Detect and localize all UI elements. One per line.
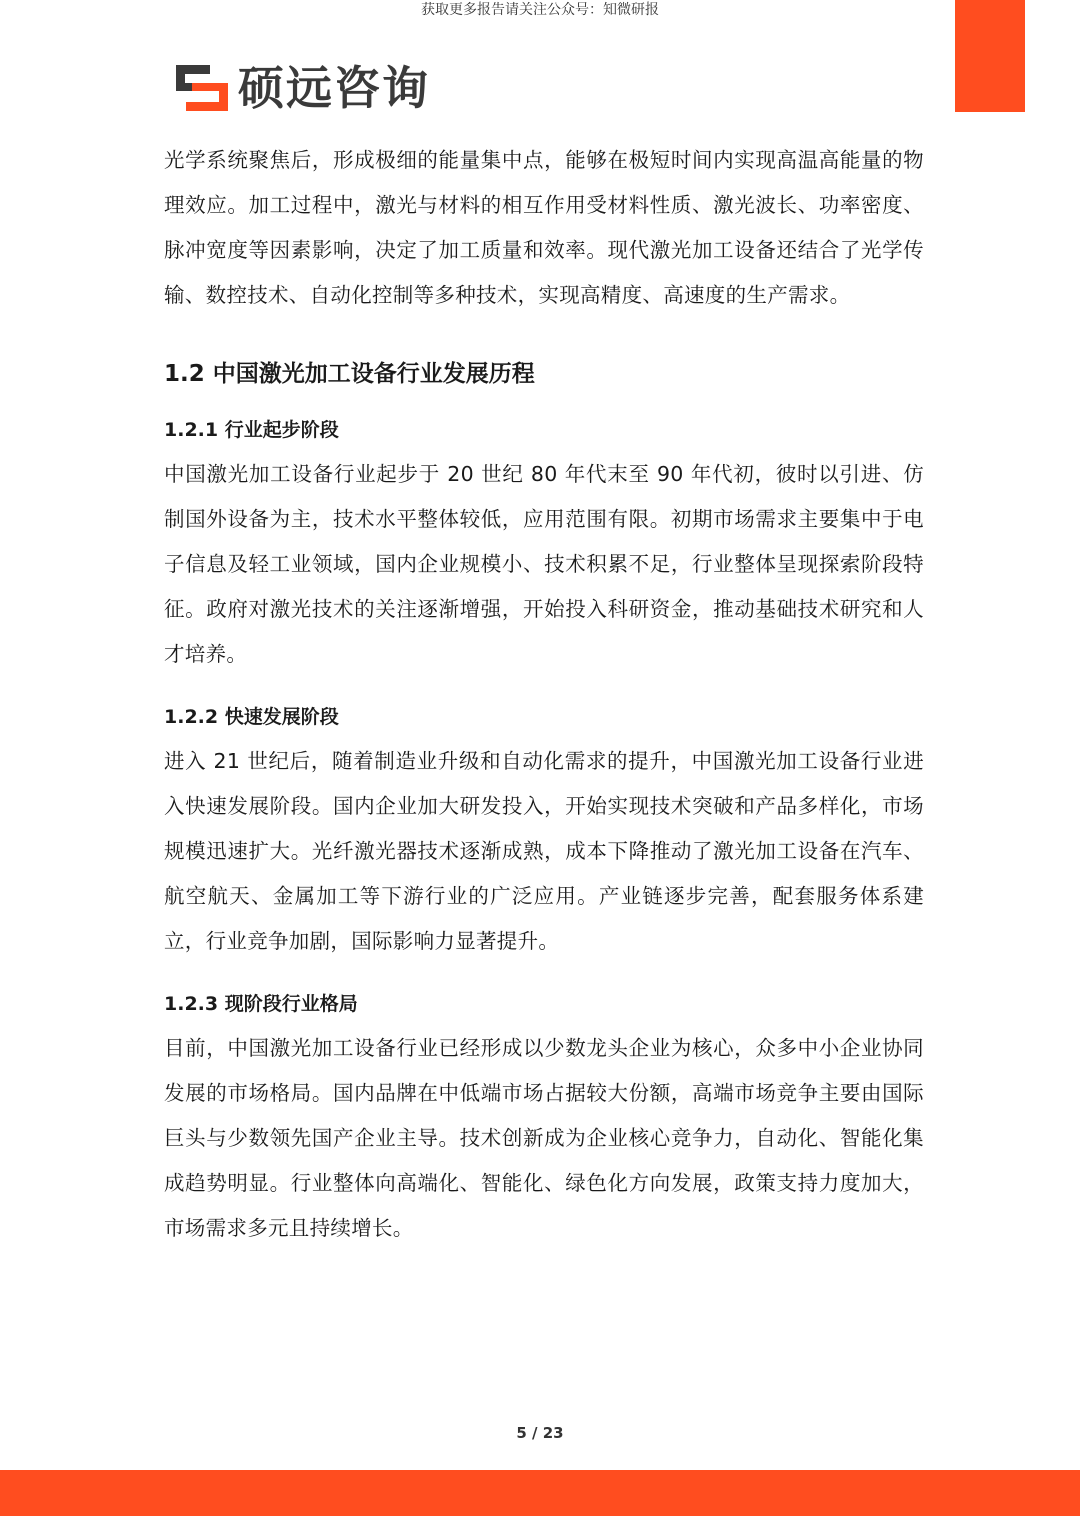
page-number: 5 / 23: [516, 1424, 564, 1442]
section-heading: 1.2 中国激光加工设备行业发展历程: [164, 361, 535, 387]
footer-accent-bar: [0, 1470, 1080, 1516]
document-body: [164, 138, 924, 1251]
brand-name: 硕远咨询: [238, 61, 430, 115]
subsection-heading-2: 1.2.2 快速发展阶段: [164, 706, 339, 728]
subsection-heading-1: 1.2.1 行业起步阶段: [164, 419, 339, 441]
intro-paragraph: 光学系统聚焦后，形成极细的能量集中点，能够在极短时间内实现高温高能量的物理效应。加工过程中，激光与材料的相互作用受材料性质、激光波长、功率密度、脉冲宽度等因素影响，决定了加工质量和效率。现代激光加工设备还结合了光学传输、数控技术、自动化控制等多种技术，实现高精度、高速度的生产需求。: [164, 148, 924, 307]
footer-bottom-strip: [0, 1516, 1080, 1528]
corner-accent-tab: [955, 0, 1025, 112]
subsection-heading-3: 1.2.3 现阶段行业格局: [164, 993, 358, 1015]
subsection-body-3: 目前，中国激光加工设备行业已经形成以少数龙头企业为核心，众多中小企业协同发展的市场格局。国内品牌在中低端市场占据较大份额，高端市场竞争主要由国际巨头与少数领先国产企业主导。技术创新成为企业核心竞争力，自动化、智能化集成趋势明显。行业整体向高端化、智能化、绿色化方向发展，政策支持力度加大，市场需求多元且持续增长。: [164, 1036, 924, 1240]
brand-logo: [176, 60, 430, 116]
subsection-body-1: 中国激光加工设备行业起步于 20 世纪 80 年代末至 90 年代初，彼时以引进、仿制国外设备为主，技术水平整体较低，应用范围有限。初期市场需求主要集中于电子信息及轻工业领域，国内企业规模小、技术积累不足，行业整体呈现探索阶段特征。政府对激光技术的关注逐渐增强，开始投入科研资金，推动基础技术研究和人才培养。: [164, 462, 924, 666]
top-notice: 获取更多报告请关注公众号：知微研报: [421, 2, 659, 18]
brand-logo-mark-icon: [176, 65, 228, 111]
subsection-body-2: 进入 21 世纪后，随着制造业升级和自动化需求的提升，中国激光加工设备行业进入快速发展阶段。国内企业加大研发投入，开始实现技术突破和产品多样化，市场规模迅速扩大。光纤激光器技术逐渐成熟，成本下降推动了激光加工设备在汽车、航空航天、金属加工等下游行业的广泛应用。产业链逐步完善，配套服务体系建立，行业竞争加剧，国际影响力显著提升。: [164, 749, 924, 953]
